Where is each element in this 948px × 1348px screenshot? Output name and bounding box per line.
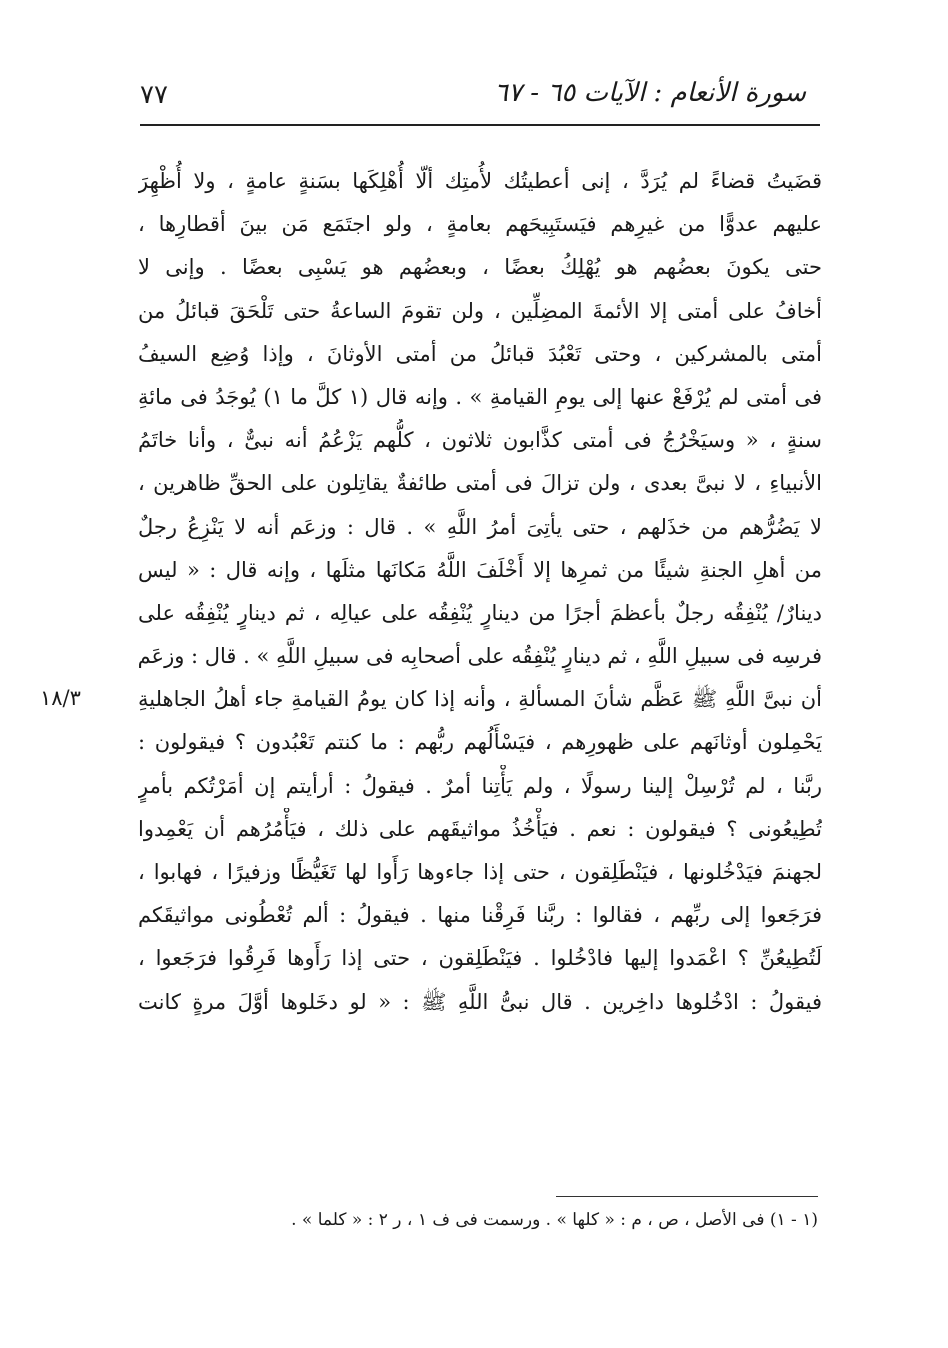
page-number: ٧٧ <box>140 80 168 110</box>
text-line: لَتُطِيعُنِّ ؟ اعْمَدوا إليها فادْخُلوا . فيَنْطَلِقون ، حتى إذا رَأَوها فَرِقُوا فرَجَعوا ، <box>138 946 822 971</box>
running-title: سورة الأنعام : الآيات ٦٥ - ٦٧ <box>494 78 806 108</box>
footnote-divider <box>556 1196 818 1197</box>
text-line: فرَجَعوا إلى ربِّهم ، فقالوا : ربَّنا فَرِقْنا منها . فيقولُ : ألم تُعْطُونى مواثيقَكم <box>138 903 822 928</box>
text-line: لا يَضُرُّهم من خذَلهم ، حتى يأتِىَ أمرُ اللَّهِ » . قال : وزعَم أنه لا يَنْزِعُ رجلٌ <box>138 514 822 539</box>
text-line: فرسِه فى سبيلِ اللَّهِ ، ثم دينارٍ يُنْفِقُه على أصحابِه فى سبيلِ اللَّهِ » . قال : وزعَم <box>138 644 822 669</box>
text-line: دينارٌ/ يُنْفِقُه رجلٌ بأعظمَ أجرًا من دينارٍ يُنْفِقُه على عيالِه ، ثم دينارٍ يُنْفِقُه على <box>138 600 822 625</box>
text-line: الأنبياءِ ، لا نبىَّ بعدى ، ولن تزالَ فى أمتى طائفةٌ يقاتِلون على الحقِّ ظاهرين ، <box>138 471 822 496</box>
text-line: قضَيتُ قضاءً لم يُرَدَّ ، إنى أعطيتُك لأُمتِك ألّا أُهْلِكَها بسَنةٍ عامةٍ ، ولا أُظْهِرَ <box>138 169 822 193</box>
text-line: يَحْمِلون أوثانَهم على ظهورِهم ، فيَسْأَلُهم ربُّهم : ما كنتم تَعْبُدون ؟ فيقولون : <box>138 730 822 755</box>
text-line: من أهلِ الجنةِ شيئًا من ثمرِها إلا أَخْلَفَ اللَّهُ مَكانَها مثلَها ، وإنه قال : « ليس <box>138 557 822 582</box>
text-line: ربَّنا ، لم تُرْسِلْ إلينا رسولًا ، ولم يَأْتِنا أمرٌ . فيقولُ : أرأيتم إن أمَرْتُكم بأمرٍ <box>138 773 822 798</box>
text-line: تُطِيعُونى ؟ فيقولون : نعم . فيَأْخُذُ مواثيقَهم على ذلك ، فيَأْمُرُهم أن يَعْمِدوا <box>138 816 822 841</box>
text-line: عليهم عدوًّا من غيرِهم فيَستَبِيحَهم بعامةٍ ، ولو اجتَمَع مَن بينَ أقطارِها ، <box>138 212 822 237</box>
text-line: أمتى بالمشركين ، وحتى تَعْبُدَ قبائلُ من أمتى الأوثانَ ، وإذا وُضِع السيفُ <box>138 341 822 366</box>
text-line: حتى يكونَ بعضُهم هو يُهْلِكُ بعضًا ، وبعضُهم هو يَسْبِى بعضًا . وإنى لا <box>138 255 822 280</box>
text-line: أن نبىَّ اللَّهِ ﷺ عَظَّم شأنَ المسألةِ ، وأنه إذا كان يومُ القيامةِ جاء أهلُ الجاهليةِ <box>138 687 822 712</box>
margin-reference: ١٨/٣ <box>40 686 81 710</box>
text-line: فيقولُ : ادْخُلوها داخِرين . قال نبىُّ اللَّهِ ﷺ : « لو دخَلوها أوَّلَ مرةٍ كانت <box>138 989 822 1014</box>
text-line: سنةٍ ، « وسيَخْرُجُ فى أمتى كذَّابون ثلاثون ، كلُّهم يَزْعُمُ أنه نبىٌّ ، وأنا خاتَمُ <box>138 428 822 453</box>
text-line: أخافُ على أمتى إلا الأئمةَ المضِلِّين ، ولن تقومَ الساعةُ حتى تَلْحَقَ قبائلُ من <box>138 298 822 323</box>
footnote: (١ - ١) فى الأصل ، ص ، م : « كلها » . ورسمت فى ف ١ ، ر ٢ : « كلما » . <box>291 1210 818 1230</box>
text-line: لجهنمَ فيَدْخُلونها ، فيَنْطَلِقون ، حتى إذا جاءوها رَأَوا لها تَغَيُّظًا وزفيرًا ، فهابوا ، <box>138 860 822 884</box>
text-line: فى أمتى لم يُرْفَعْ عنها إلى يومِ القيامةِ » . وإنه قال (١ كلَّ ما ١) يُوجَدُ فى مائةِ <box>138 384 822 409</box>
body-text <box>138 160 822 1024</box>
header-divider <box>140 124 820 126</box>
